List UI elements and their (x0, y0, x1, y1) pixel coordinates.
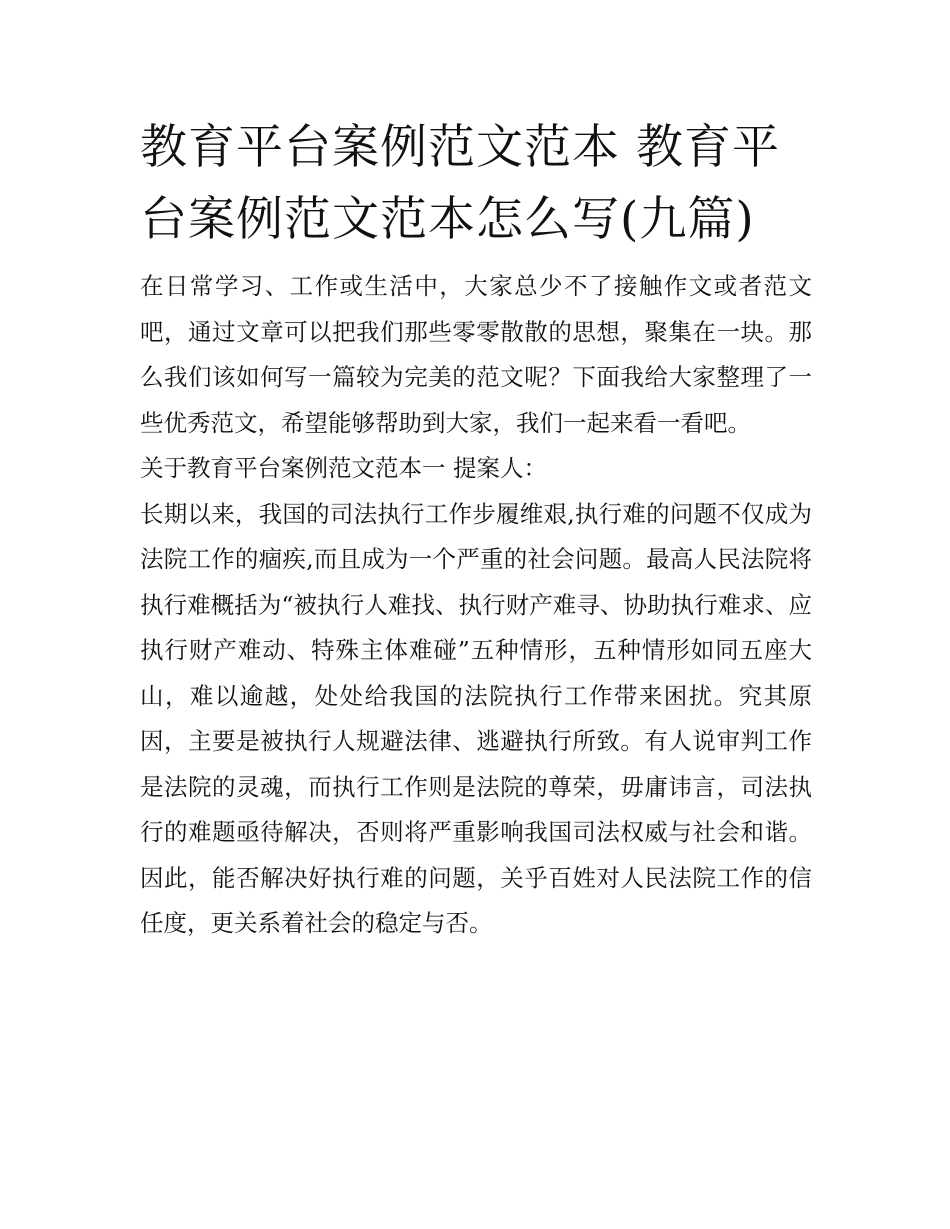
intro-paragraph: 在日常学习、工作或生活中，大家总少不了接触作文或者范文吧，通过文章可以把我们那些零零散散的思想，聚集在一块。那么我们该如何写一篇较为完美的范文呢？下面我给大家整理了一些优秀范文，希望能够帮助到大家，我们一起来看一看吧。 (140, 272, 812, 437)
body-paragraph: 长期以来，我国的司法执行工作步履维艰,执行难的问题不仅成为法院工作的痼疾,而且成为一个严重的社会问题。最高人民法院将执行难概括为“被执行人难找、执行财产难寻、协助执行难求、应执行财产难动、特殊主体难碰”五种情形，五种情形如同五座大山，难以逾越，处处给我国的法院执行工作带来困扰。究其原因，主要是被执行人规避法律、逃避执行所致。有人说审判工作是法院的灵魂，而执行工作则是法院的尊荣，毋庸讳言，司法执行的难题亟待解决，否则将严重影响我国司法权威与社会和谐。因此，能否解决好执行难的问题，关乎百姓对人民法院工作的信任度，更关系着社会的稳定与否。 (140, 499, 812, 937)
document-title: 教育平台案例范文范本 教育平台案例范文范本怎么写(九篇) (140, 120, 780, 247)
document-page (140, 112, 812, 947)
section-heading: 关于教育平台案例范文范本一 提案人： (140, 454, 547, 482)
